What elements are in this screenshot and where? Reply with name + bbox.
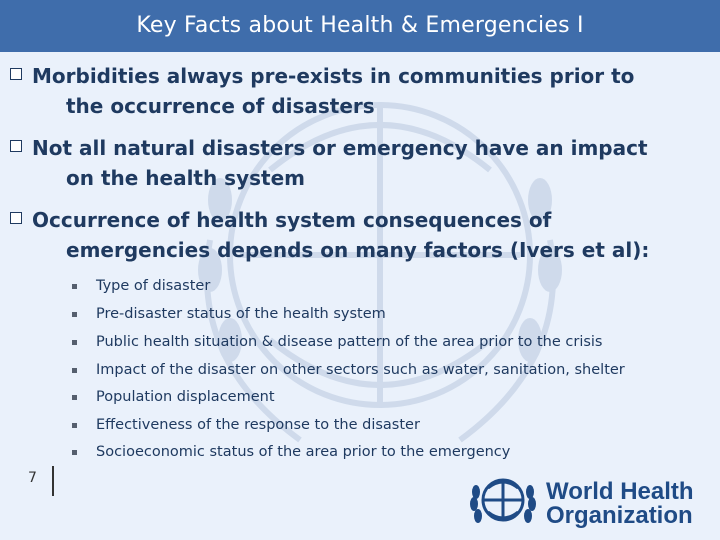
checkbox-bullet-icon	[10, 68, 22, 80]
main-bullet-1-line-1: Morbidities always pre-exists in communities prior to	[32, 64, 635, 88]
who-logo-wordmark	[546, 480, 694, 528]
main-bullet-2-line-1: Not all natural disasters or emergency have an impact	[32, 136, 648, 160]
who-emblem-icon	[468, 470, 538, 532]
checkbox-bullet-icon	[10, 212, 22, 224]
footer-divider	[52, 466, 54, 496]
square-bullet-icon	[72, 340, 77, 345]
page-number: 7	[28, 470, 37, 486]
sub-bullet-text: Pre-disaster status of the health system	[96, 306, 386, 322]
main-bullet-3-line-1: Occurrence of health system consequences of	[32, 208, 552, 232]
main-bullet-3-line-2: emergencies depends on many factors (Ivers et al):	[66, 238, 650, 262]
slide-title: Key Facts about Health & Emergencies I	[136, 13, 584, 38]
sub-bullet-text: Population displacement	[96, 389, 275, 405]
sub-bullet-text: Public health situation & disease pattern of the area prior to the crisis	[96, 334, 603, 350]
sub-bullet-text: Type of disaster	[96, 278, 211, 294]
square-bullet-icon	[72, 423, 77, 428]
sub-bullet-text: Socioeconomic status of the area prior to the emergency	[96, 444, 511, 460]
square-bullet-icon	[72, 284, 77, 289]
title-bar	[0, 0, 720, 52]
checkbox-bullet-icon	[10, 140, 22, 152]
square-bullet-icon	[72, 395, 77, 400]
main-bullet-1-line-2: the occurrence of disasters	[66, 94, 375, 118]
square-bullet-icon	[72, 312, 77, 317]
logo-line-2: Organization	[546, 502, 693, 529]
logo-line-1: World Health	[546, 478, 694, 505]
square-bullet-icon	[72, 368, 77, 373]
sub-bullet-text: Impact of the disaster on other sectors such as water, sanitation, shelter	[96, 362, 625, 378]
main-bullet-2-line-2: on the health system	[66, 166, 305, 190]
sub-bullet-text: Effectiveness of the response to the disaster	[96, 417, 420, 433]
square-bullet-icon	[72, 450, 77, 455]
